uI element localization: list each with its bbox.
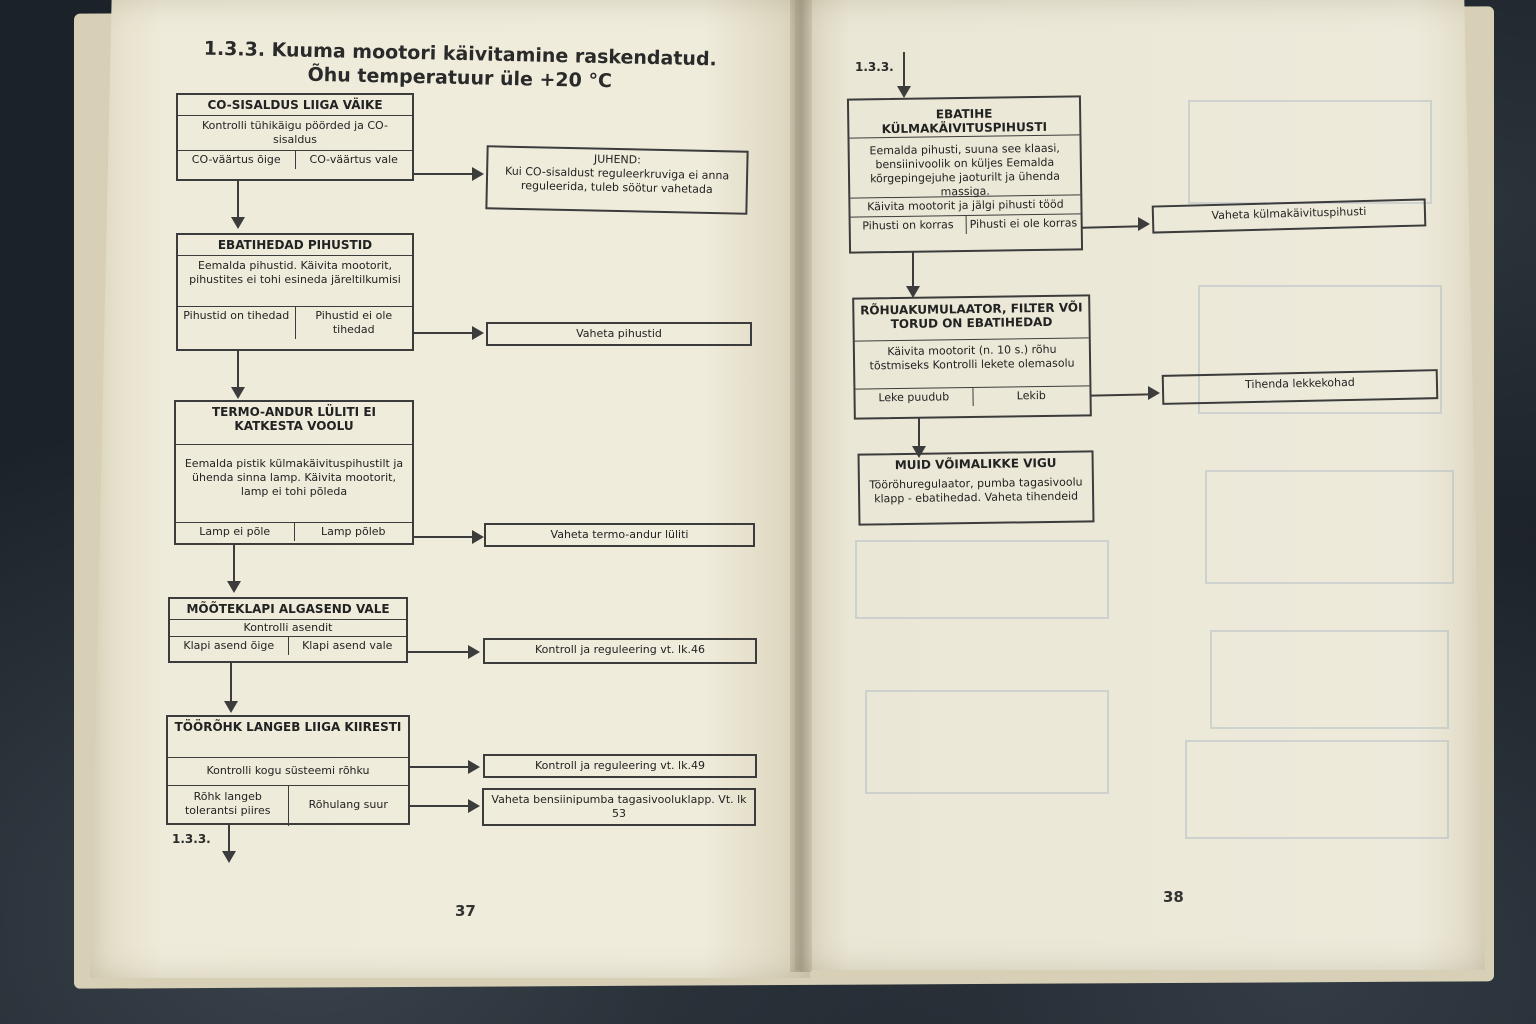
action-juhend [485,145,748,214]
action-text: Vaheta pihustid [576,327,662,340]
start-reference: 1.3.3. [855,60,894,74]
outcome-fault: Rõhulang suur [288,786,409,826]
book-gutter [790,0,812,972]
arrow-right-icon [468,760,480,774]
other-faults-box [858,450,1095,525]
show-through-box [1210,630,1449,729]
action-text: Kontroll ja reguleering vt. lk.49 [535,759,705,772]
outcome-ok: Rõhk langeb tolerantsi piires [184,790,271,817]
action-check-adjust-49 [483,754,757,778]
check-box-pressure [166,715,410,825]
outcome-fault: Pihusti ei ole korras [965,214,1081,234]
box-instruction: Kontrolli kogu süsteemi rõhku [206,764,370,777]
check-box-accumulator [852,294,1092,419]
arrow-down-icon [222,851,236,863]
outcome-fault: Klapi asend vale [288,637,407,655]
show-through-box [1205,470,1454,584]
check-box-co [176,93,414,181]
box-instruction-2: Käivita mootorit ja jälgi pihusti tööd [867,197,1064,214]
action-text: Vaheta termo-andur lüliti [550,528,689,541]
box-instruction: Tööröhuregulaator, pumba tagasivoolu klapp - ebatihedad. Vaheta tihendeid [869,475,1083,506]
box-instruction: Eemalda pistik külmakäivituspihustilt ja ühenda sinna lamp. Käivita mootorit, lamp ei tohi põleda [184,457,404,498]
box-instruction: Kontrolli tühikäigu pöörded ja CO-sisaldus [201,119,388,146]
box-header: MUID VÕIMALIKKE VIGU [894,455,1057,473]
title-line-2: Õhu temperatuur üle +20 °C [307,63,613,93]
outcome-fault: Lekib [972,386,1090,406]
action-header: JUHEND: [593,152,642,167]
box-instruction: Käivita mootorit (n. 10 s.) rõhu tõstmiseks Kontrolli lekete olemasolu [869,342,1075,373]
check-box-cold-start-injector [847,95,1083,253]
box-header: TERMO-ANDUR LÜLITI EI KATKESTA VOOLU [176,402,412,445]
check-box-injectors [176,233,414,351]
arrow-right-icon [1138,217,1150,231]
check-box-flap [168,597,408,663]
box-instruction: Eemalda pihusti, suuna see klaasi, bensiinivoolik on küljes Eemalda kõrgepingejuhe jaoturilt ja ühenda massiga. [869,141,1061,199]
box-instruction: Eemalda pihustid. Käivita mootorit, pihustites ei tohi esineda järeltilkumisi [189,259,401,286]
outcome-ok: Pihusti on korras [862,218,954,233]
box-header: RÕHUAKUMULAATOR, FILTER VÕI TORUD ON EBATIHEDAD [854,296,1089,341]
outcome-ok: CO-väärtus õige [191,153,281,166]
show-through-box [1188,100,1432,204]
box-header: EBATIHE KÜLMAKÄIVITUSPIHUSTI [849,97,1080,138]
box-instruction: Kontrolli asendit [243,621,333,634]
box-header: TÖÖRÕHK LANGEB LIIGA KIIRESTI [168,717,408,758]
show-through-box [1185,740,1449,839]
action-text: Kontroll ja reguleering vt. lk.46 [535,643,705,656]
page-number-left: 37 [455,902,476,920]
outcome-fault: Lamp põleb [294,523,413,541]
action-text: Vaheta bensiinipumba tagasivooluklapp. Vt. lk 53 [491,793,747,820]
action-check-adjust-46 [483,638,757,664]
action-text: Vaheta külmakäivituspihusti [1211,204,1367,223]
action-replace-thermo-switch [484,523,755,547]
arrow-down-icon [224,701,238,713]
arrow-down-icon [231,217,245,229]
title-line-1: 1.3.3. Kuuma mootori käivitamine raskendatud. [203,37,717,71]
outcome-ok: Pihustid on tihedad [183,309,290,322]
outcome-fault: Pihustid ei ole tihedad [295,307,413,339]
action-text: Tihenda lekkekohad [1244,375,1355,392]
box-header: CO-SISALDUS LIIGA VÄIKE [178,95,412,116]
action-seal-leaks [1162,369,1439,405]
arrow-right-icon [1148,386,1160,400]
arrow-right-icon [472,530,484,544]
outcome-ok: Leke puudub [878,390,950,405]
show-through-box [865,690,1109,794]
action-replace-return-valve [482,788,756,826]
action-text: Kui CO-sisaldust reguleerkruviga ei anna reguleerida, tuleb söötur vahetada [504,164,730,197]
continue-reference: 1.3.3. [172,832,211,846]
check-box-thermo-switch [174,400,414,545]
action-replace-injectors [486,322,752,346]
page-number-right: 38 [1163,888,1184,906]
arrow-right-icon [468,645,480,659]
arrow-down-icon [897,86,911,98]
box-header: EBATIHEDAD PIHUSTID [178,235,412,256]
box-header: MÕÕTEKLAPI ALGASEND VALE [170,599,406,620]
arrow-right-icon [472,326,484,340]
arrow-down-icon [227,581,241,593]
arrow-down-icon [231,387,245,399]
outcome-ok: Klapi asend õige [183,639,275,652]
outcome-fault: CO-väärtus vale [295,151,413,169]
arrow-right-icon [468,799,480,813]
show-through-box [855,540,1109,619]
outcome-ok: Lamp ei põle [199,525,271,538]
arrow-right-icon [472,167,484,181]
